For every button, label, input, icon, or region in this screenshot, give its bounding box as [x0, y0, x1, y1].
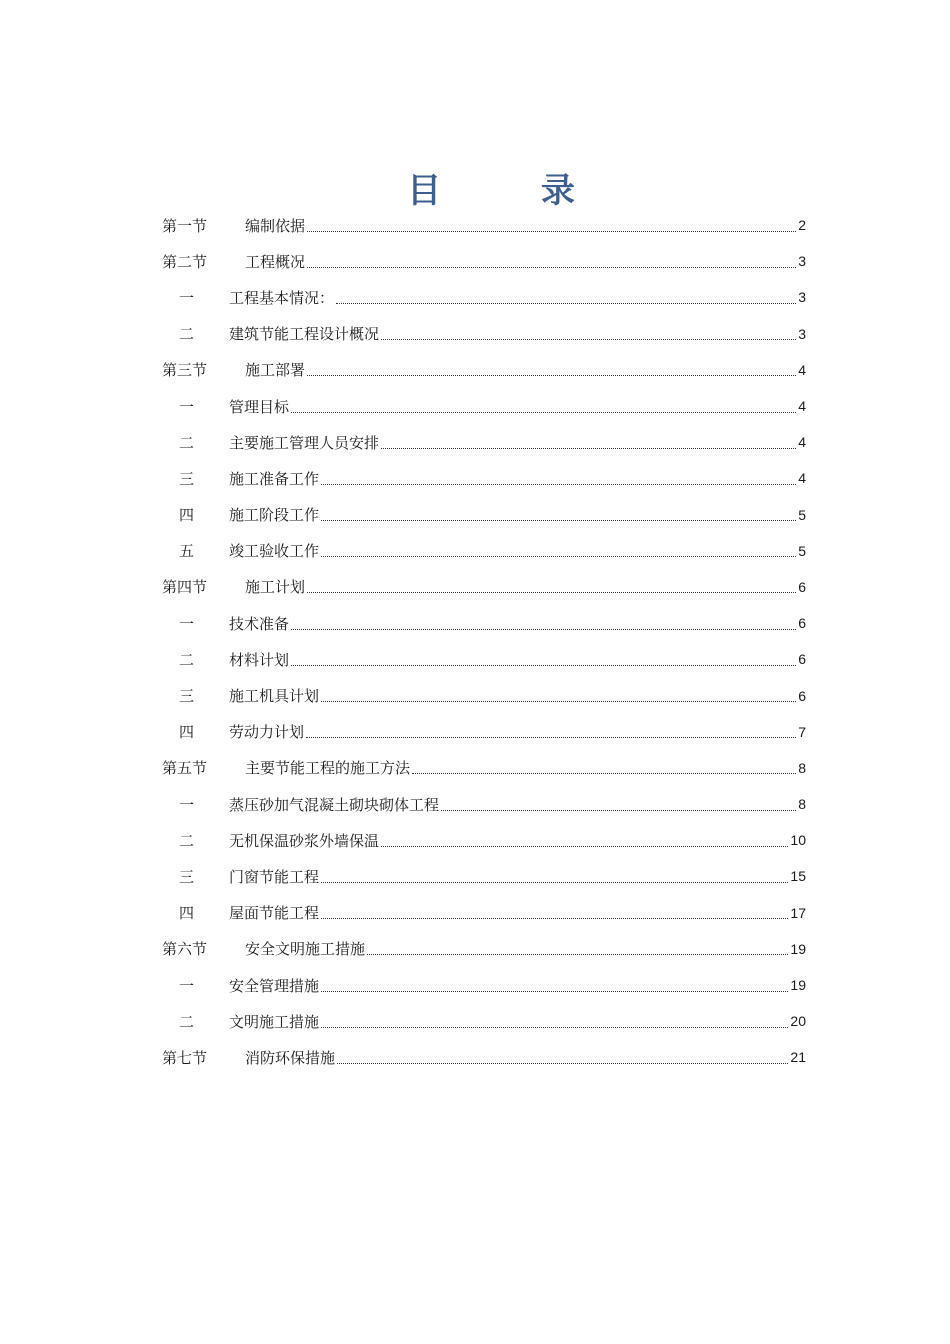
toc-entry[interactable] [162, 533, 806, 569]
toc-entry-page: 21 [790, 1049, 806, 1066]
toc-entry[interactable] [162, 822, 806, 858]
toc-entry-text: 蒸压砂加气混凝土砌块砌体工程 [229, 795, 440, 814]
toc-entry-text: 无机保温砂浆外墙保温 [229, 831, 380, 850]
toc-entry-text: 施工准备工作 [229, 469, 320, 488]
toc-entry-page: 5 [798, 542, 806, 559]
dot-leader [307, 375, 796, 376]
toc-entry-page: 3 [798, 253, 806, 270]
dot-leader [307, 267, 796, 268]
toc-entry-page: 20 [790, 1013, 806, 1030]
toc-entry-page: 4 [798, 470, 806, 487]
toc-entry-text: 建筑节能工程设计概况 [229, 325, 380, 344]
toc-entry[interactable] [162, 931, 806, 967]
dot-leader [321, 991, 788, 992]
toc-entry[interactable] [162, 605, 806, 641]
toc-entry-number: 一 [179, 288, 195, 307]
dot-leader [291, 629, 796, 630]
toc-entry[interactable] [162, 424, 806, 460]
dot-leader [412, 773, 796, 774]
dot-leader [307, 592, 796, 593]
toc-entry-page: 7 [798, 723, 806, 740]
toc-entry[interactable] [162, 714, 806, 750]
dot-leader [381, 846, 788, 847]
toc-entry[interactable] [162, 279, 806, 315]
toc-entry-text: 管理目标 [229, 397, 290, 416]
toc-entry[interactable] [162, 1003, 806, 1039]
toc-entry-text: 施工部署 [245, 361, 306, 380]
toc-entry-number: 第三节 [162, 361, 208, 380]
toc-entry-number: 二 [179, 325, 195, 344]
dot-leader [321, 484, 796, 485]
toc-entry-text: 文明施工措施 [229, 1012, 320, 1031]
toc-entry-page: 19 [790, 977, 806, 994]
toc-entry-text: 门窗节能工程 [229, 867, 320, 886]
toc-entry-text: 技术准备 [229, 614, 290, 633]
toc-entry-page: 6 [798, 687, 806, 704]
toc-entry-number: 第五节 [162, 759, 208, 778]
toc-entry-page: 4 [798, 361, 806, 378]
toc-entry-text: 劳动力计划 [229, 723, 305, 742]
toc-entry-number: 第四节 [162, 578, 208, 597]
toc-entry-number: 四 [179, 904, 195, 923]
toc-entry[interactable] [162, 569, 806, 605]
toc-entry-text: 施工阶段工作 [229, 506, 320, 525]
dot-leader [381, 448, 796, 449]
table-of-contents [162, 207, 806, 1076]
toc-entry-number: 三 [179, 687, 195, 706]
toc-entry-text: 工程基本情况： [229, 288, 335, 307]
toc-entry-number: 第二节 [162, 252, 208, 271]
toc-entry-page: 2 [798, 217, 806, 234]
toc-entry-number: 第七节 [162, 1048, 208, 1067]
toc-title: 目 录 [407, 171, 619, 211]
toc-entry-number: 二 [179, 650, 195, 669]
dot-leader [336, 303, 796, 304]
toc-entry-text: 竣工验收工作 [229, 542, 320, 561]
toc-entry-number: 三 [179, 469, 195, 488]
toc-entry[interactable] [162, 388, 806, 424]
toc-entry[interactable] [162, 858, 806, 894]
dot-leader [321, 701, 796, 702]
toc-entry-text: 主要施工管理人员安排 [229, 433, 380, 452]
toc-entry[interactable] [162, 677, 806, 713]
toc-entry-text: 施工机具计划 [229, 687, 320, 706]
toc-entry-page: 6 [798, 651, 806, 668]
toc-entry[interactable] [162, 207, 806, 243]
toc-entry-text: 安全管理措施 [229, 976, 320, 995]
toc-entry-text: 安全文明施工措施 [245, 940, 366, 959]
toc-entry-number: 一 [179, 614, 195, 633]
toc-entry-page: 17 [790, 904, 806, 921]
toc-entry[interactable] [162, 786, 806, 822]
dot-leader [291, 412, 796, 413]
toc-entry-page: 4 [798, 398, 806, 415]
toc-entry-number: 第一节 [162, 216, 208, 235]
toc-entry-number: 二 [179, 433, 195, 452]
toc-entry[interactable] [162, 750, 806, 786]
dot-leader [337, 1063, 788, 1064]
toc-entry-number: 第六节 [162, 940, 208, 959]
toc-entry-number: 二 [179, 1012, 195, 1031]
toc-entry[interactable] [162, 243, 806, 279]
toc-entry-number: 二 [179, 831, 195, 850]
toc-entry-page: 3 [798, 325, 806, 342]
toc-entry-page: 4 [798, 434, 806, 451]
dot-leader [321, 1027, 788, 1028]
toc-entry-page: 10 [790, 832, 806, 849]
toc-entry-number: 五 [179, 542, 195, 561]
toc-entry-text: 消防环保措施 [245, 1048, 336, 1067]
toc-entry[interactable] [162, 352, 806, 388]
toc-entry[interactable] [162, 316, 806, 352]
toc-entry-number: 一 [179, 976, 195, 995]
toc-entry-page: 3 [798, 289, 806, 306]
toc-entry-page: 8 [798, 796, 806, 813]
dot-leader [321, 520, 796, 521]
toc-entry[interactable] [162, 641, 806, 677]
toc-entry-number: 四 [179, 723, 195, 742]
dot-leader [306, 737, 796, 738]
toc-entry[interactable] [162, 967, 806, 1003]
dot-leader [381, 339, 796, 340]
toc-entry-number: 一 [179, 795, 195, 814]
dot-leader [321, 556, 796, 557]
toc-entry-number: 四 [179, 506, 195, 525]
toc-entry[interactable] [162, 460, 806, 496]
toc-entry-text: 工程概况 [245, 252, 306, 271]
dot-leader [321, 918, 788, 919]
toc-entry-text: 主要节能工程的施工方法 [245, 759, 411, 778]
toc-entry-number: 一 [179, 397, 195, 416]
toc-entry-page: 5 [798, 506, 806, 523]
toc-entry-page: 6 [798, 578, 806, 595]
dot-leader [441, 810, 796, 811]
toc-entry[interactable] [162, 895, 806, 931]
dot-leader [367, 954, 788, 955]
dot-leader [307, 231, 796, 232]
toc-entry-page: 19 [790, 940, 806, 957]
toc-entry-text: 屋面节能工程 [229, 904, 320, 923]
toc-entry[interactable] [162, 1039, 806, 1075]
toc-entry-page: 6 [798, 615, 806, 632]
dot-leader [291, 665, 796, 666]
toc-entry-text: 施工计划 [245, 578, 306, 597]
toc-entry-number: 三 [179, 867, 195, 886]
toc-entry-page: 8 [798, 759, 806, 776]
toc-entry-text: 编制依据 [245, 216, 306, 235]
dot-leader [321, 882, 788, 883]
toc-entry-text: 材料计划 [229, 650, 290, 669]
toc-entry-page: 15 [790, 868, 806, 885]
toc-entry[interactable] [162, 497, 806, 533]
